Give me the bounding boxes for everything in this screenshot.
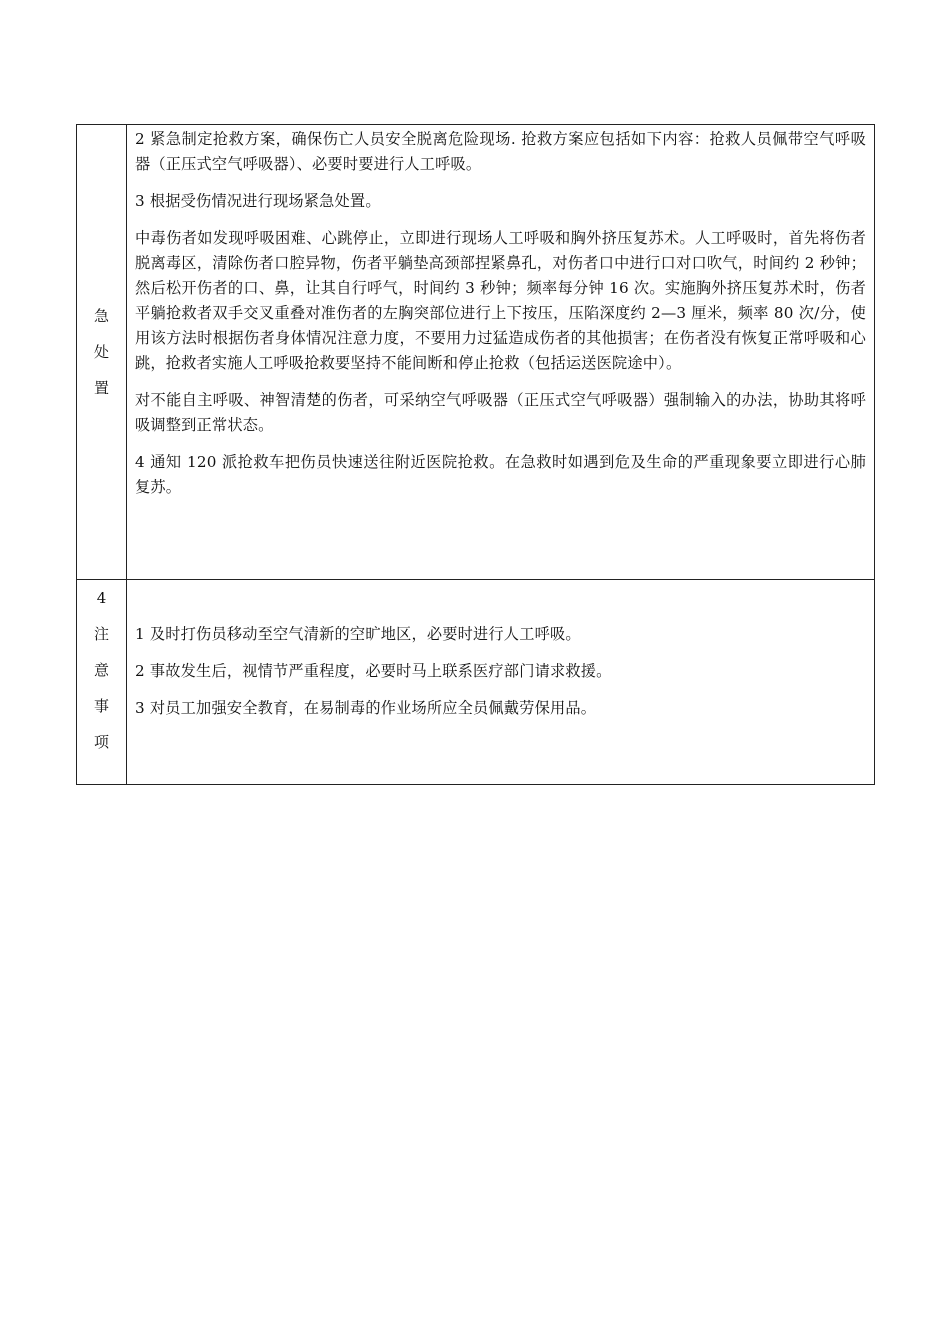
cpr-procedure-paragraph: 中毒伤者如发现呼吸困难、心跳停止，立即进行现场人工呼吸和胸外挤压复苏术。人工呼吸时，首先将伤者脱离毒区，清除伤者口腔异物，伤者平躺垫高颈部捏紧鼻孔，对伤者口中进行口对口吹气，时间约 2 秒钟；然后松开伤者的口、鼻，让其自行呼气，时间约 3 秒钟；频率每分钟 16 次。实施胸外挤压复苏术时，伤者平躺抢救者双手交叉重叠对准伤者的左胸突部位进行上下按压，压陷深度约 2—3 厘米，频率 80 次/分，使用该方法时根据伤者身体情况注意力度，不要用力过猛造成伤者的其他损害；在伤者没有恢复正常呼吸和心跳，抢救者实施人工呼吸抢救要坚持不能间断和停止抢救（包括运送医院途中）。 [135,229,866,372]
notes-row [77,580,875,785]
notes-item: 1 及时打伤员移动至空气清新的空旷地区，必要时进行人工呼吸。 [135,625,581,643]
rescue-plan-paragraph: 2 紧急制定抢救方案，确保伤亡人员安全脱离危险现场. 抢救方案应包括如下内容：抢救人员佩带空气呼吸器（正压式空气呼吸器）、必要时要进行人工呼吸。 [135,130,866,173]
ambulance-paragraph: 4 通知 120 派抢救车把伤员快速送往附近医院抢救。在急救时如遇到危及生命的严重现象要立即进行心肺复苏。 [135,453,866,496]
notes-label-char: 事 [93,697,109,715]
emergency-handling-content-cell [127,125,875,580]
emergency-label-char: 处 [93,343,109,361]
emergency-procedure-table [76,124,875,785]
on-site-handling-paragraph: 3 根据受伤情况进行现场紧急处置。 [135,192,381,210]
notes-item: 3 对员工加强安全教育，在易制毒的作业场所应全员佩戴劳保用品。 [135,699,597,717]
notes-label-cell [77,580,127,785]
notes-label-char: 4 [96,589,107,607]
emergency-handling-row [77,125,875,580]
emergency-handling-label-cell [77,125,127,580]
notes-label-char: 意 [93,661,109,679]
notes-content-cell [127,580,875,785]
notes-label-char: 注 [93,625,109,643]
breathing-apparatus-paragraph: 对不能自主呼吸、神智清楚的伤者，可采纳空气呼吸器（正压式空气呼吸器）强制输入的办法，协助其将呼吸调整到正常状态。 [135,391,866,434]
notes-label-char: 项 [93,733,109,751]
emergency-label-char: 急 [93,307,109,325]
emergency-label-char: 置 [93,379,109,397]
notes-item: 2 事故发生后，视情节严重程度，必要时马上联系医疗部门请求救援。 [135,662,612,680]
